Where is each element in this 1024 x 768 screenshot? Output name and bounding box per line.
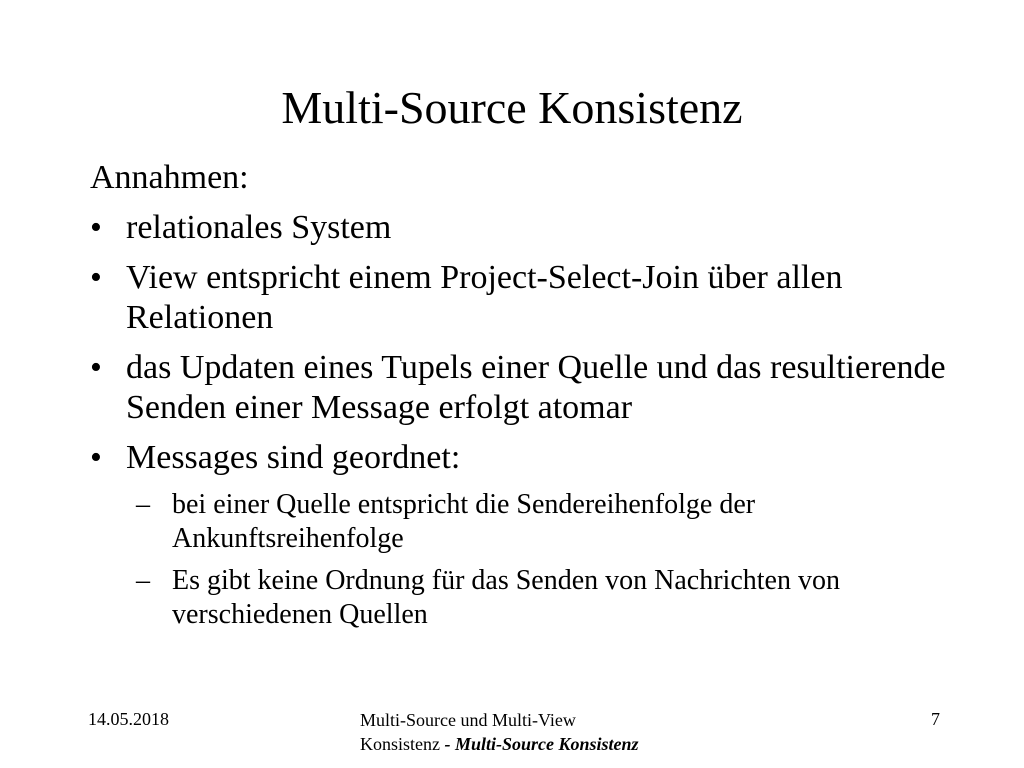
sub-bullet-text: Es gibt keine Ordnung für das Senden von Nachrichten von verschiedenen Quellen <box>172 565 840 630</box>
footer-title-line2 <box>360 732 700 756</box>
bullet-marker: • <box>90 349 102 386</box>
footer-title-plain: Konsistenz <box>360 734 440 754</box>
footer-title-italic: Multi-Source Konsistenz <box>455 734 639 754</box>
bullet-item <box>90 208 970 248</box>
footer-title <box>360 708 700 756</box>
sub-bullet-item <box>90 564 970 632</box>
sub-bullet-marker: – <box>136 489 150 520</box>
bullet-text: View entspricht einem Project-Select-Join über allen Relationen <box>126 259 843 336</box>
footer-title-line1: Multi-Source und Multi-View <box>360 710 576 730</box>
footer-title-separator: - <box>440 734 455 754</box>
bullet-text: das Updaten eines Tupels einer Quelle und das resultierende Senden einer Message erfolgt atomar <box>126 349 946 426</box>
footer-date: 14.05.2018 <box>88 709 169 729</box>
bullet-text: Messages sind geordnet: <box>126 439 461 476</box>
bullet-marker: • <box>90 209 102 246</box>
bullet-item <box>90 348 970 428</box>
slide-title: Multi-Source Konsistenz <box>281 82 743 133</box>
bullet-text: relationales System <box>126 209 392 246</box>
bullet-marker: • <box>90 259 102 296</box>
bullet-item <box>90 258 970 338</box>
bullet-item <box>90 438 970 478</box>
sub-bullet-marker: – <box>136 565 150 596</box>
slide-content <box>90 158 970 640</box>
sub-bullet-text: bei einer Quelle entspricht die Sendereihenfolge der Ankunftsreihenfolge <box>172 489 756 554</box>
sub-bullet-item <box>90 488 970 556</box>
page-number: 7 <box>931 709 940 729</box>
bullet-marker: • <box>90 439 102 476</box>
intro-heading: Annahmen: <box>90 159 249 196</box>
